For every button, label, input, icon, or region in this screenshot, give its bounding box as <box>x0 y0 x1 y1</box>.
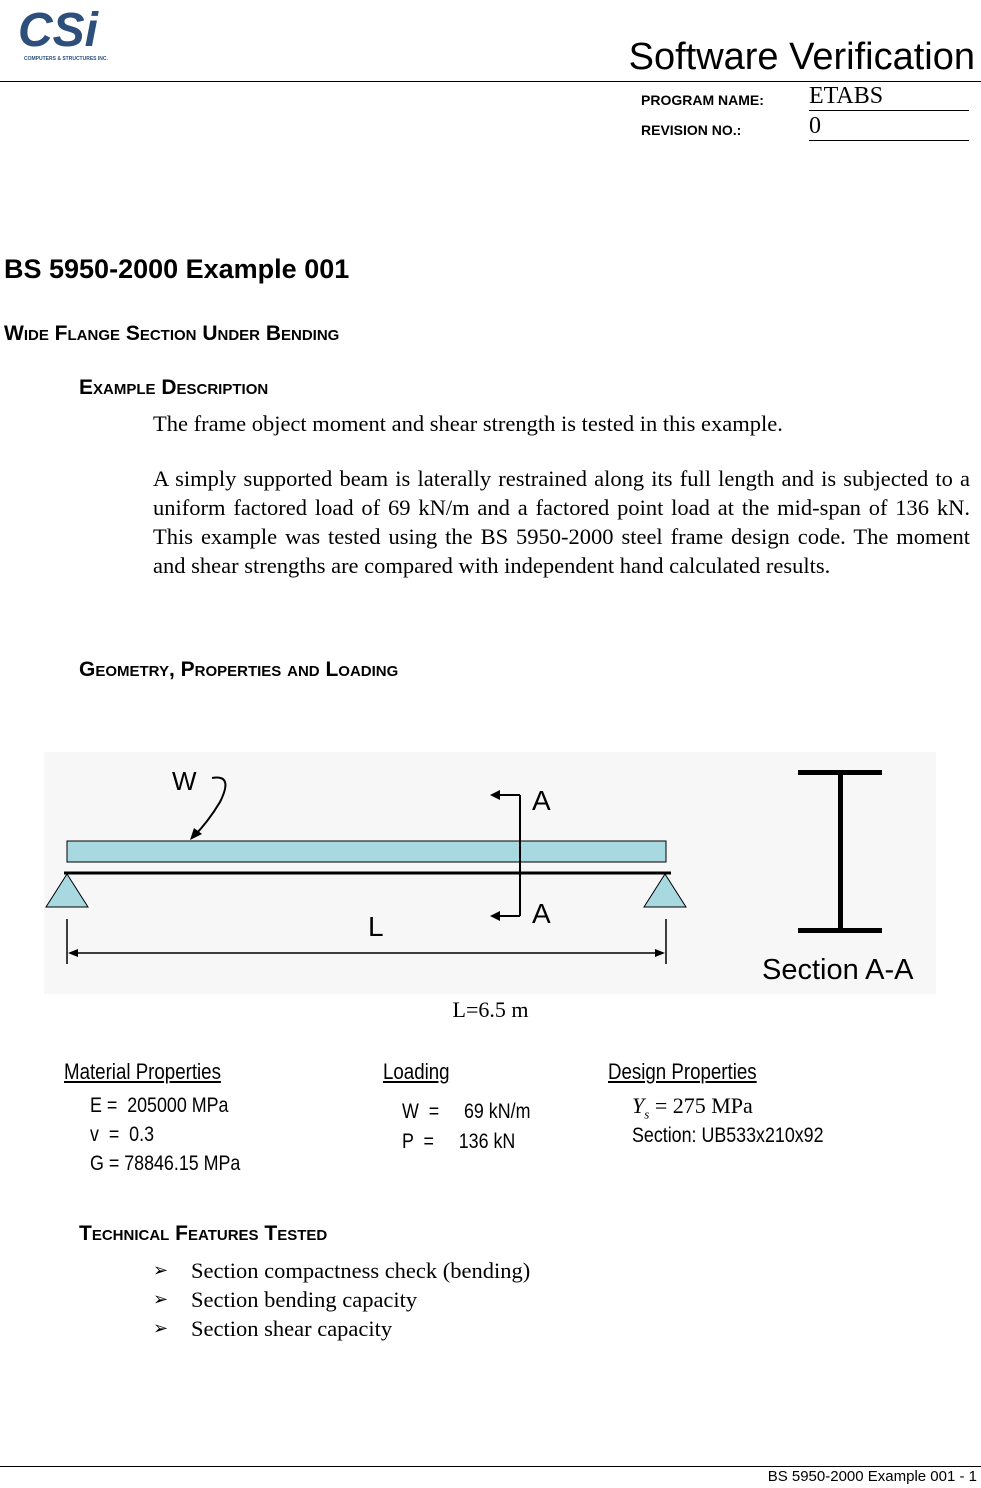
csi-logo <box>4 2 112 64</box>
document-subtitle: Wide Flange Section Under Bending <box>4 322 340 345</box>
feature-text: Section shear capacity <box>191 1316 393 1341</box>
document-title: BS 5950-2000 Example 001 <box>4 254 350 284</box>
design-properties-heading: Design Properties <box>608 1059 757 1084</box>
material-line-e: E = 205000 MPa <box>90 1094 229 1117</box>
i-section-web <box>838 775 843 928</box>
footer-divider <box>0 1466 981 1467</box>
beam-figure <box>44 752 936 994</box>
geometry-heading: Geometry, Properties and Loading <box>79 658 399 681</box>
section-label: Section A-A <box>762 954 914 986</box>
revision-value: 0 <box>809 112 969 141</box>
material-line-v: v = 0.3 <box>90 1123 155 1146</box>
length-label: L <box>368 911 384 942</box>
program-name-value: ETABS <box>809 82 969 111</box>
page-footer: BS 5950-2000 Example 001 - 1 <box>767 1468 977 1485</box>
bullet-arrow-icon: ➢ <box>153 1260 169 1281</box>
list-item <box>153 1314 530 1343</box>
list-item <box>153 1285 530 1314</box>
revision-label: REVISION NO.: <box>641 122 742 138</box>
feature-text: Section bending capacity <box>191 1287 418 1312</box>
beam-rect <box>67 841 666 862</box>
section-marker-top: A <box>532 785 551 816</box>
ys-value: = 275 MPa <box>649 1093 753 1118</box>
logo-letters: CSi <box>18 4 99 57</box>
bullet-arrow-icon: ➢ <box>153 1289 169 1310</box>
material-line-g: G = 78846.15 MPa <box>90 1152 241 1175</box>
design-section-line: Section: UB533x210x92 <box>632 1124 824 1147</box>
program-name-label: PROGRAM NAME: <box>641 92 764 108</box>
features-list <box>153 1256 530 1343</box>
loading-line-w: W = 69 kN/m <box>402 1100 531 1123</box>
loading-heading: Loading <box>383 1059 450 1084</box>
page-header-title: Software Verification <box>628 36 975 78</box>
load-label: W <box>172 766 197 796</box>
figure-caption: L=6.5 m <box>452 997 529 1022</box>
description-paragraph-2: A simply supported beam is laterally restrained along its full length and is subjected to a uniform factored load of 69 kN/m and a factored point load at the mid-span of 136 kN. This example was tested using the BS 5950-2000 steel frame design code. The moment and shear strengths are compared with independent hand calculated results. <box>153 466 970 578</box>
features-heading: Technical Features Tested <box>79 1222 328 1245</box>
description-paragraph-1: The frame object moment and shear strength is tested in this example. <box>153 411 783 436</box>
ys-subscript: s <box>644 1106 650 1122</box>
description-heading: Example Description <box>79 376 269 399</box>
list-item <box>153 1256 530 1285</box>
i-section-bottom-flange <box>798 928 882 933</box>
section-marker-bottom: A <box>532 898 551 929</box>
loading-line-p: P = 136 kN <box>402 1130 516 1153</box>
feature-text: Section compactness check (bending) <box>191 1258 531 1283</box>
material-properties-heading: Material Properties <box>64 1059 221 1084</box>
ys-symbol: Y <box>632 1093 645 1118</box>
logo-subtext: COMPUTERS & STRUCTURES INC. <box>24 56 108 62</box>
bullet-arrow-icon: ➢ <box>153 1318 169 1339</box>
i-section-top-flange <box>798 770 882 775</box>
